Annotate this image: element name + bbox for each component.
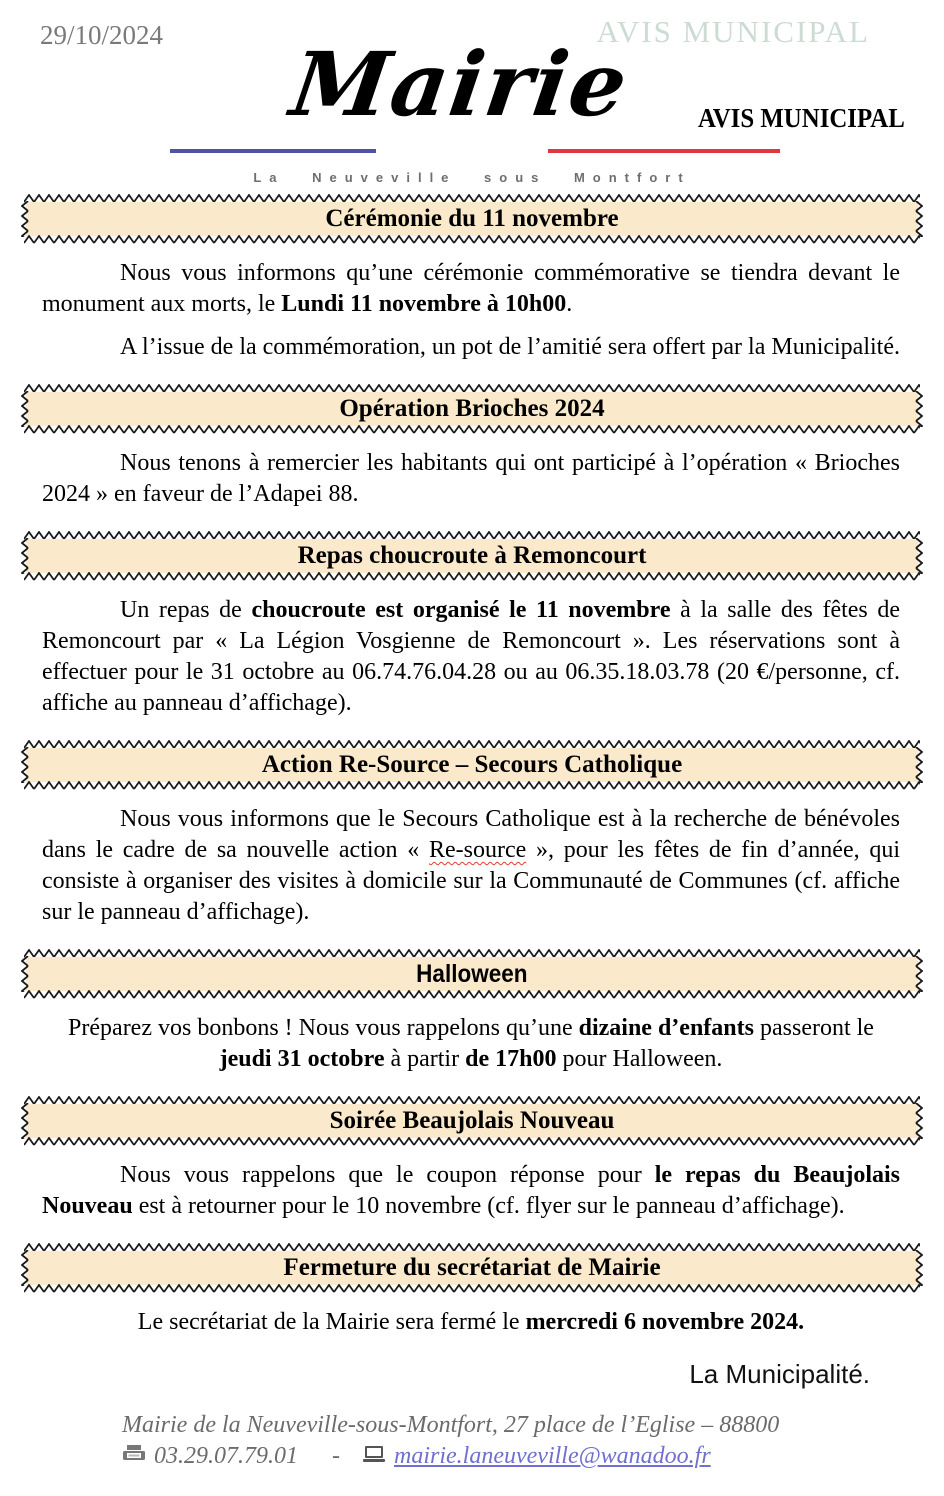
section-title: Fermeture du secrétariat de Mairie <box>283 1254 661 1281</box>
zigzag-border-left <box>21 956 29 992</box>
section-banner <box>24 1096 920 1146</box>
document-footer <box>0 1410 944 1472</box>
text: Nous tenons à remercier les habitants qui ont participé à l’opération « Brioches 2024 » en faveur de l’Adapei 88. <box>42 450 900 507</box>
bold-text: Lundi 11 novembre à 10h00 <box>281 291 567 317</box>
section-title: Soirée Beaujolais Nouveau <box>329 1107 615 1134</box>
zigzag-border-right <box>915 956 923 992</box>
zigzag-border-bottom <box>24 1137 920 1146</box>
section-body <box>0 581 944 719</box>
text: Nous vous informons que le Secours Catholique est à la recherche de bénévoles dans le cadre de sa nouvelle action « <box>42 806 900 863</box>
section-banner-bar <box>26 748 918 782</box>
bold-text: mercredi 6 novembre 2024. <box>525 1309 805 1335</box>
section-title: Action Re-Source – Secours Catholique <box>261 751 683 778</box>
email-link[interactable]: mairie.laneuveville@wanadoo.fr <box>394 1443 711 1469</box>
zigzag-border-right <box>915 1103 923 1139</box>
bold-text: jeudi 31 octobre <box>219 1046 385 1072</box>
section-title: Cérémonie du 11 novembre <box>325 205 619 232</box>
section-title: Halloween <box>416 959 528 988</box>
text: à la salle des fêtes de Remoncourt par « La Légion Vosgienne de Remoncourt ». Les réservations sont à effectuer pour le 31 octobre au 06.74.76.04.28 ou au 06.35.18.03.78 (20 €/personne, cf. affiche au panneau d’affichage). <box>42 597 901 716</box>
zigzag-border-bottom <box>24 781 920 790</box>
text: . <box>566 291 573 317</box>
text: A l’issue de la commémoration, un pot de l’amitié sera offert par la Municipalité. <box>120 334 900 360</box>
zigzag-border-bottom <box>24 990 920 999</box>
text: est à retourner pour le 10 novembre (cf. flyer sur le panneau d’affichage). <box>132 1193 845 1219</box>
computer-icon <box>362 1441 386 1472</box>
paragraph <box>42 804 900 928</box>
paragraph <box>42 1160 900 1222</box>
paragraph <box>42 595 900 719</box>
notice-section <box>0 194 944 363</box>
zigzag-border-left <box>21 538 29 574</box>
text: pour Halloween. <box>556 1046 723 1072</box>
footer-contact <box>122 1441 944 1472</box>
document-date: 29/10/2024 <box>40 20 164 50</box>
section-title: Repas choucroute à Remoncourt <box>297 542 647 569</box>
section-banner <box>24 949 920 999</box>
flag-red-line <box>548 149 780 153</box>
section-banner <box>24 740 920 790</box>
section-banner <box>24 194 920 244</box>
zigzag-border-left <box>21 201 29 237</box>
contact-separator: - <box>332 1443 340 1469</box>
document-header <box>0 0 944 194</box>
fax-icon <box>122 1441 146 1472</box>
section-banner <box>24 384 920 434</box>
text: Préparez vos bonbons ! Nous vous rappelons qu’une <box>68 1015 579 1041</box>
section-body <box>0 434 944 510</box>
zigzag-border-bottom <box>24 1284 920 1293</box>
section-banner-bar <box>26 202 918 236</box>
zigzag-border-right <box>915 391 923 427</box>
zigzag-border-right <box>915 747 923 783</box>
masthead-title: AVIS MUNICIPAL <box>698 103 905 133</box>
paragraph <box>42 1013 900 1075</box>
footer-phone: 03.29.07.79.01 <box>154 1443 298 1469</box>
section-banner-bar <box>26 1104 918 1138</box>
bold-text: dizaine d’enfants <box>578 1015 754 1041</box>
bold-text: de 17h00 <box>465 1046 557 1072</box>
watermark-title: AVIS MUNICIPAL <box>596 14 870 49</box>
bold-text: choucroute est organisé le 11 novembre <box>251 597 671 623</box>
paragraph <box>42 258 900 320</box>
zigzag-border-bottom <box>24 572 920 581</box>
section-banner-bar <box>26 392 918 426</box>
zigzag-border-left <box>21 747 29 783</box>
zigzag-border-left <box>21 1103 29 1139</box>
notice-section <box>0 949 944 1075</box>
text: Nous vous informons qu’une cérémonie commémorative se tiendra devant le monument aux morts, le <box>42 260 900 317</box>
zigzag-border-bottom <box>24 235 920 244</box>
paragraph <box>42 1307 900 1338</box>
paragraph <box>42 448 900 510</box>
paragraph <box>42 332 900 363</box>
zigzag-border-bottom <box>24 425 920 434</box>
spellcheck-flagged-text: Re-source <box>429 837 527 863</box>
text: Le secrétariat de la Mairie sera fermé le <box>137 1309 526 1335</box>
section-body <box>0 244 944 363</box>
section-banner <box>24 531 920 581</box>
section-body <box>0 1146 944 1222</box>
flag-blue-line <box>170 149 376 153</box>
section-banner-bar <box>26 957 918 991</box>
section-banner <box>24 1243 920 1293</box>
mairie-script-logo: Mairie <box>284 32 636 136</box>
notice-section <box>0 1096 944 1222</box>
bold-text: le repas du Beaujolais Nouveau <box>42 1162 900 1219</box>
notice-section <box>0 384 944 510</box>
text: à partir <box>384 1046 466 1072</box>
zigzag-border-right <box>915 1250 923 1286</box>
section-banner-bar <box>26 539 918 573</box>
zigzag-border-right <box>915 201 923 237</box>
notice-section <box>0 740 944 928</box>
footer-address: Mairie de la Neuveville-sous-Montfort, 27 place de l’Eglise – 88800 <box>122 1412 780 1438</box>
zigzag-border-left <box>21 391 29 427</box>
text: », pour les fêtes de fin d’année, qui consiste à organiser des visites à domicile sur la Communauté de Communes (cf. affiche sur le panneau d’affichage). <box>42 837 900 925</box>
text: passeront le <box>753 1015 874 1041</box>
text: Un repas de <box>120 597 252 623</box>
sections <box>0 194 944 1338</box>
logo-subtitle: La Neuveville sous Montfort <box>253 170 691 185</box>
zigzag-border-right <box>915 538 923 574</box>
section-body <box>0 790 944 928</box>
zigzag-border-left <box>21 1250 29 1286</box>
section-body <box>0 1293 944 1338</box>
notice-section <box>0 531 944 719</box>
section-title: Opération Brioches 2024 <box>339 395 605 422</box>
section-body <box>0 999 944 1075</box>
notice-section <box>0 1243 944 1338</box>
text: Nous vous rappelons que le coupon réponse pour <box>120 1162 655 1188</box>
closing-signature: La Municipalité. <box>689 1359 870 1389</box>
section-banner-bar <box>26 1251 918 1285</box>
